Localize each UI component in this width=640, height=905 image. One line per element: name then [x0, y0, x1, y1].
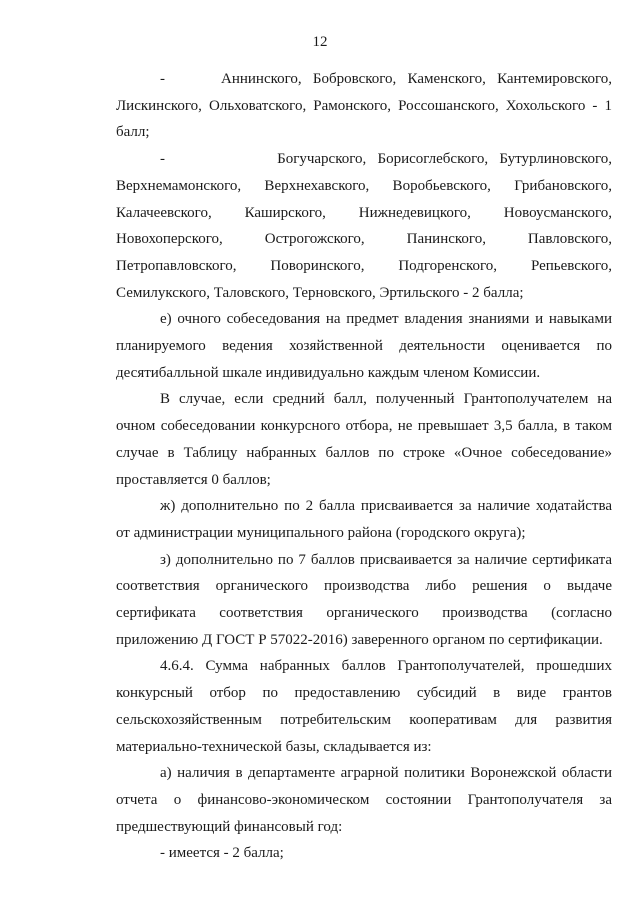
paragraph-petition: ж) дополнительно по 2 балла присваивается за наличие ходатайства от администрации муниципального района (городского округа);: [116, 498, 612, 541]
district-list-1-point: - Аннинского, Бобровского, Каменского, Кантемировского, Лискинского, Ольховатского, Рамонского, Россошанского, Хохольского - 1 балл;: [116, 71, 612, 141]
paragraph-financial-report: а) наличия в департаменте аграрной политики Воронежской области отчета о финансово-экономическом состоянии Грантополучателя за предшествующий финансовый год:: [116, 765, 612, 835]
paragraph-organic-certificate: з) дополнительно по 7 баллов присваивается за наличие сертификата соответствия органического производства либо решения о выдаче сертификата соответствия органического производства (согласно приложению Д ГОСТ Р 57022-2016) заверенного органом по сертификации.: [116, 551, 612, 648]
paragraph-available: - имеется - 2 балла;: [160, 845, 284, 862]
paragraph-interview: е) очного собеседования на предмет владения знаниями и навыками планируемого ведения хозяйственной деятельности оценивается по десятибалльной шкале индивидуально каждым членом Комиссии.: [116, 311, 612, 381]
document-body: [116, 66, 612, 867]
district-list-2-points: - Богучарского, Борисоглебского, Бутурлиновского, Верхнемамонского, Верхнехавского, Воробьевского, Грибановского, Калачеевского, Каширского, Нижнедевицкого, Новоусманского, Новохоперского, Острогожского, Панинского, Павловского, Петропавловского, Поворинского, Подгоренского, Репьевского, Семилукского, Таловского, Терновского, Эртильского - 2 балла;: [116, 151, 612, 301]
paragraph-4-6-4: 4.6.4. Сумма набранных баллов Грантополучателей, прошедших конкурсный отбор по предоставлению субсидий в виде грантов сельскохозяйственным потребительским кооперативам для развития материально-технической базы, складывается из:: [116, 658, 612, 755]
page-number: 12: [312, 34, 328, 50]
paragraph-average-score: В случае, если средний балл, полученный Грантополучателем на очном собеседовании конкурсного отбора, не превышает 3,5 балла, в таком случае в Таблицу набранных баллов по строке «Очное собеседование» проставляется 0 баллов;: [116, 391, 612, 488]
